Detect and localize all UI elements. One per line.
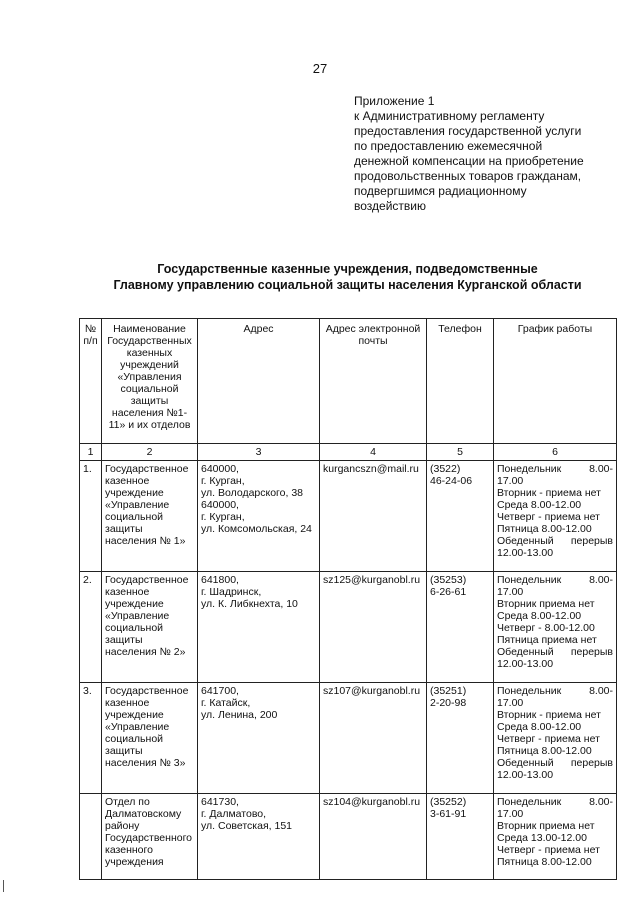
schedule-line: Пятница 8.00-12.00 bbox=[497, 856, 592, 868]
schedule-line: Четверг - 8.00-12.00 bbox=[497, 622, 595, 634]
row-address-line: г. Далматово, bbox=[201, 808, 267, 820]
appendix-line: по предоставлению ежемесячной bbox=[354, 139, 543, 153]
schedule-day: Понедельник bbox=[497, 685, 562, 697]
row-name bbox=[102, 794, 198, 880]
column-number: 2 bbox=[102, 444, 198, 461]
row-address bbox=[198, 461, 320, 572]
header-name-line: защиты bbox=[130, 395, 169, 407]
schedule-first-line bbox=[497, 574, 613, 586]
header-num-line: п/п bbox=[83, 335, 98, 347]
row-address-line: 641700, bbox=[201, 685, 239, 697]
header-name-line: казенных bbox=[126, 347, 173, 359]
schedule-day: Понедельник bbox=[497, 463, 562, 475]
row-phone bbox=[427, 572, 494, 683]
row-name-line: Государственное bbox=[105, 574, 189, 586]
document-title bbox=[60, 261, 635, 293]
row-name-line: Государственное bbox=[105, 463, 189, 475]
schedule-line: Пятница 8.00-12.00 bbox=[497, 745, 592, 757]
schedule-lunch-time: 12.00-13.00 bbox=[497, 658, 554, 670]
row-num: 3. bbox=[80, 683, 102, 794]
margin-mark bbox=[3, 880, 4, 892]
schedule-line: Вторник - приема нет bbox=[497, 709, 601, 721]
row-address-line: 640000, bbox=[201, 499, 239, 511]
row-name-line: казенное bbox=[105, 475, 150, 487]
row-name-line: «Управление bbox=[105, 721, 170, 733]
schedule-line: Среда 8.00-12.00 bbox=[497, 721, 582, 733]
row-email: sz104@kurganobl.ru bbox=[320, 794, 427, 880]
appendix-line: воздействию bbox=[354, 199, 426, 213]
row-phone-line: 46-24-06 bbox=[430, 475, 473, 487]
schedule-lunch-label: Обеденный bbox=[497, 757, 554, 769]
row-name-line: казенное bbox=[105, 586, 150, 598]
row-name-line: Государственное bbox=[105, 685, 189, 697]
row-schedule bbox=[494, 683, 617, 794]
row-schedule bbox=[494, 461, 617, 572]
row-address bbox=[198, 572, 320, 683]
header-name-line: населения №1- bbox=[111, 407, 188, 419]
row-num bbox=[80, 794, 102, 880]
row-address-line: ул. Комсомольская, 24 bbox=[201, 523, 312, 535]
schedule-first-line bbox=[497, 796, 613, 808]
header-num bbox=[80, 319, 102, 444]
title-line-1: Государственные казенные учреждения, подведомственные bbox=[157, 262, 538, 276]
schedule-time: 8.00- bbox=[589, 796, 613, 808]
row-address-line: 640000, bbox=[201, 463, 239, 475]
table-row bbox=[80, 683, 617, 794]
schedule-day: Понедельник bbox=[497, 796, 562, 808]
row-address-line: г. Шадринск, bbox=[201, 586, 262, 598]
schedule-line: Среда 8.00-12.00 bbox=[497, 610, 582, 622]
schedule-lunch-line bbox=[497, 535, 613, 547]
schedule-day: Понедельник bbox=[497, 574, 562, 586]
schedule-lunch-time: 12.00-13.00 bbox=[497, 769, 554, 781]
row-name-line: защиты bbox=[105, 745, 143, 757]
row-phone-line: (35251) bbox=[430, 685, 467, 697]
schedule-line: Вторник приема нет bbox=[497, 820, 595, 832]
row-address-line: г. Курган, bbox=[201, 511, 245, 523]
header-name bbox=[102, 319, 198, 444]
appendix-line: продовольственных товаров гражданам, bbox=[354, 169, 582, 183]
page-number: 27 bbox=[312, 61, 328, 76]
row-name-line: Далматовскому bbox=[105, 808, 182, 820]
header-name-line: Государственных bbox=[107, 335, 192, 347]
schedule-line: 17.00 bbox=[497, 475, 524, 487]
row-name-line: защиты bbox=[105, 634, 143, 646]
row-address-line: г. Катайск, bbox=[201, 697, 251, 709]
table-row bbox=[80, 794, 617, 880]
row-name-line: учреждения bbox=[105, 856, 164, 868]
row-address bbox=[198, 683, 320, 794]
header-name-line: социальной bbox=[120, 383, 179, 395]
row-phone-line: 3-61-91 bbox=[430, 808, 467, 820]
header-address: Адрес bbox=[198, 319, 320, 444]
row-num: 1. bbox=[80, 461, 102, 572]
header-name-line: Наименование bbox=[113, 323, 186, 335]
row-address-line: ул. Советская, 151 bbox=[201, 820, 292, 832]
header-num-line: № bbox=[84, 323, 97, 335]
column-number-row bbox=[80, 444, 617, 461]
row-num: 2. bbox=[80, 572, 102, 683]
schedule-time: 8.00- bbox=[589, 463, 613, 475]
row-phone-line: 6-26-61 bbox=[430, 586, 467, 598]
schedule-line: Пятница приема нет bbox=[497, 634, 597, 646]
schedule-line: Среда 8.00-12.00 bbox=[497, 499, 582, 511]
row-name-line: населения № 3» bbox=[105, 757, 186, 769]
column-number: 6 bbox=[494, 444, 617, 461]
header-name-line: «Управления bbox=[117, 371, 182, 383]
row-name-line: учреждение bbox=[105, 598, 164, 610]
schedule-lunch-word: перерыв bbox=[570, 646, 613, 658]
row-phone bbox=[427, 461, 494, 572]
schedule-line: 17.00 bbox=[497, 697, 524, 709]
row-name-line: «Управление bbox=[105, 610, 170, 622]
schedule-line: Вторник - приема нет bbox=[497, 487, 601, 499]
row-name-line: учреждение bbox=[105, 487, 164, 499]
schedule-lunch-line bbox=[497, 646, 613, 658]
row-schedule bbox=[494, 794, 617, 880]
column-number: 3 bbox=[198, 444, 320, 461]
row-email: kurgancszn@mail.ru bbox=[320, 461, 427, 572]
appendix-line: подвергшимся радиационному bbox=[354, 184, 527, 198]
appendix-line: денежной компенсации на приобретение bbox=[354, 154, 584, 168]
schedule-time: 8.00- bbox=[589, 685, 613, 697]
schedule-lunch-word: перерыв bbox=[570, 535, 613, 547]
row-email: sz107@kurganobl.ru bbox=[320, 683, 427, 794]
schedule-line: 17.00 bbox=[497, 808, 524, 820]
schedule-lunch-label: Обеденный bbox=[497, 535, 554, 547]
row-email: sz125@kurganobl.ru bbox=[320, 572, 427, 683]
schedule-lunch-time: 12.00-13.00 bbox=[497, 547, 554, 559]
schedule-lunch-line bbox=[497, 757, 613, 769]
row-address-line: ул. Володарского, 38 bbox=[201, 487, 304, 499]
row-name-line: социальной bbox=[105, 733, 164, 745]
row-name-line: социальной bbox=[105, 622, 164, 634]
schedule-line: Среда 13.00-12.00 bbox=[497, 832, 587, 844]
row-name-line: «Управление bbox=[105, 499, 170, 511]
row-phone-line: 2-20-98 bbox=[430, 697, 467, 709]
appendix-note bbox=[354, 94, 626, 214]
row-address-line: 641730, bbox=[201, 796, 239, 808]
row-name-line: Отдел по bbox=[105, 796, 150, 808]
row-name bbox=[102, 572, 198, 683]
row-schedule bbox=[494, 572, 617, 683]
header-schedule: График работы bbox=[494, 319, 617, 444]
schedule-first-line bbox=[497, 685, 613, 697]
row-address bbox=[198, 794, 320, 880]
schedule-first-line bbox=[497, 463, 613, 475]
column-number: 5 bbox=[427, 444, 494, 461]
row-name-line: учреждение bbox=[105, 709, 164, 721]
row-address-line: 641800, bbox=[201, 574, 239, 586]
institutions-table bbox=[79, 318, 617, 880]
schedule-line: Пятница 8.00-12.00 bbox=[497, 523, 592, 535]
schedule-time: 8.00- bbox=[589, 574, 613, 586]
header-email-line: Адрес электронной bbox=[325, 323, 421, 335]
table-header-row bbox=[80, 319, 617, 444]
row-name bbox=[102, 461, 198, 572]
row-name bbox=[102, 683, 198, 794]
schedule-lunch-label: Обеденный bbox=[497, 646, 554, 658]
table-row bbox=[80, 572, 617, 683]
schedule-line: Четверг - приема нет bbox=[497, 511, 600, 523]
header-email-line: почты bbox=[358, 335, 388, 347]
row-address-line: ул. К. Либкнехта, 10 bbox=[201, 598, 298, 610]
row-name-line: населения № 2» bbox=[105, 646, 186, 658]
row-phone-line: (3522) bbox=[430, 463, 461, 475]
column-number: 1 bbox=[80, 444, 102, 461]
schedule-line: Четверг - приема нет bbox=[497, 733, 600, 745]
row-phone-line: (35253) bbox=[430, 574, 467, 586]
header-phone: Телефон bbox=[427, 319, 494, 444]
row-phone bbox=[427, 683, 494, 794]
appendix-line: предоставления государственной услуги bbox=[354, 124, 582, 138]
schedule-lunch-word: перерыв bbox=[570, 757, 613, 769]
row-phone bbox=[427, 794, 494, 880]
row-name-line: казенное bbox=[105, 697, 150, 709]
schedule-line: Вторник приема нет bbox=[497, 598, 595, 610]
row-name-line: защиты bbox=[105, 523, 143, 535]
row-phone-line: (35252) bbox=[430, 796, 467, 808]
row-name-line: населения № 1» bbox=[105, 535, 186, 547]
column-number: 4 bbox=[320, 444, 427, 461]
row-name-line: социальной bbox=[105, 511, 164, 523]
table-row bbox=[80, 461, 617, 572]
header-name-line: учреждений bbox=[120, 359, 179, 371]
row-address-line: ул. Ленина, 200 bbox=[201, 709, 278, 721]
row-name-line: району bbox=[105, 820, 140, 832]
appendix-line: Приложение 1 bbox=[354, 94, 435, 108]
appendix-line: к Административному регламенту bbox=[354, 109, 545, 123]
title-line-2: Главному управлению социальной защиты населения Курганской области bbox=[113, 278, 582, 292]
row-name-line: казенного bbox=[105, 844, 153, 856]
row-address-line: г. Курган, bbox=[201, 475, 245, 487]
row-name-line: Государственного bbox=[105, 832, 193, 844]
schedule-line: 17.00 bbox=[497, 586, 524, 598]
schedule-line: Четверг - приема нет bbox=[497, 844, 600, 856]
header-name-line: 11» и их отделов bbox=[108, 419, 191, 431]
header-email bbox=[320, 319, 427, 444]
